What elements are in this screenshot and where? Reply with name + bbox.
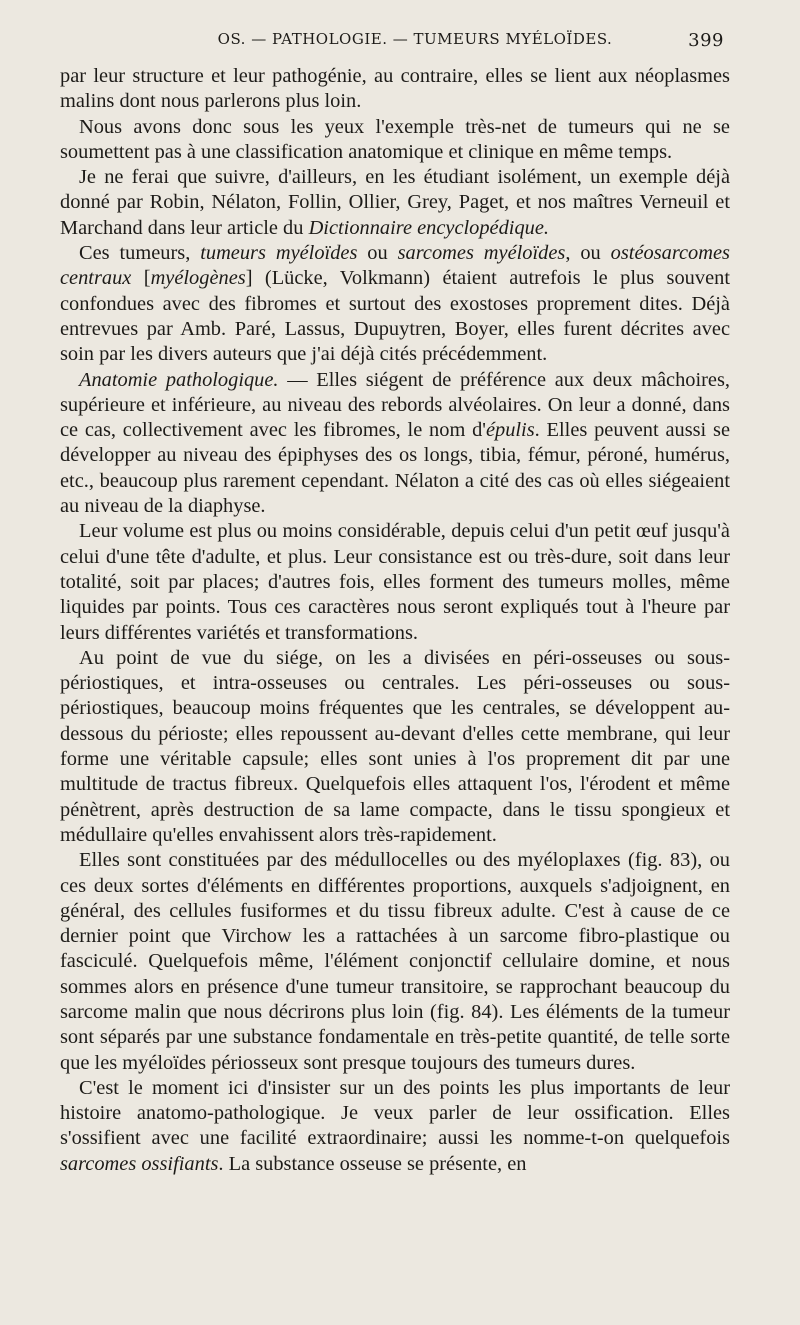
italic-text: épulis — [485, 419, 535, 442]
text-run: [ — [131, 267, 151, 290]
italic-text: ostéosarcomes centraux — [60, 242, 730, 290]
text-run: Au point de vue du siége, on les a divisées en péri-osseuses ou sous-périostiques, et intra-osseuses ou centrales. Les péri-osseuses ou sous-périostiques, beaucoup moins fréquentes que les centrales, se développent au-dessous du périoste; elles repoussent au-devant d'elles cette membrane, qui leur forme une véritable capsule; elles sont unies à l'os proprement dit par une multitude de tractus fibreux. Quelquefois elles attaquent l'os, l'érodent et même pénètrent, après destruction de sa lame compacte, dans le tissu spongieux et médullaire qu'elles envahissent alors très-rapidement. — [60, 646, 730, 846]
text-run: Ces tumeurs, — [79, 242, 201, 265]
paragraph — [60, 115, 730, 166]
text-run: , ou — [565, 242, 611, 265]
paragraph — [60, 519, 730, 645]
paragraph — [60, 241, 730, 367]
paragraph — [60, 368, 730, 520]
paragraph — [60, 64, 730, 115]
body-text — [60, 64, 730, 1177]
text-run: . La substance osseuse se présente, en — [218, 1152, 527, 1175]
paragraph — [60, 848, 730, 1076]
text-run: ] (Lücke, Volkmann) étaient autrefois le plus souvent confondues avec des fibromes et surtout des exostoses proprement dites. Déjà entrevues par Amb. Paré, Lassus, Dupuytren, Boyer, elles furent décrites avec soin par les divers auteurs que j'ai déjà cités précédemment. — [60, 267, 730, 366]
text-run: C'est le moment ici d'insister sur un des points les plus importants de leur histoire anatomo-pathologique. Je veux parler de leur ossification. Elles s'ossifient avec une facilité extraordinaire; aussi les nomme-t-on quelquefois — [60, 1076, 730, 1150]
text-run: — Elles siégent de préférence aux deux mâchoires, supérieure et inférieure, au niveau des rebords alvéolaires. On leur a donné, dans ce cas, collectivement avec les fibromes, le nom d' — [60, 368, 730, 442]
page-number: 399 — [688, 30, 724, 51]
italic-text: sarcomes ossifiants — [60, 1152, 219, 1175]
italic-text: Dictionnaire encyclopédique. — [308, 216, 550, 239]
italic-text: Anatomie pathologique. — [79, 368, 279, 391]
paragraph — [60, 165, 730, 241]
paragraph — [60, 646, 730, 848]
italic-text: tumeurs myéloïdes — [200, 242, 358, 265]
italic-text: myélogènes — [150, 267, 246, 290]
running-header — [60, 30, 730, 56]
text-run: . Elles peuvent aussi se développer au niveau des épiphyses des os longs, tibia, fémur, péroné, humérus, etc., beaucoup plus rarement cependant. Nélaton a cité des cas où elles siégeaient au niveau de la diaphyse. — [60, 419, 730, 518]
text-run: Leur volume est plus ou moins considérable, depuis celui d'un petit œuf jusqu'à celui d'une tête d'adulte, et plus. Leur consistance est ou très-dure, soit dans leur totalité, soit par places; d'autres fois, elles forment des tumeurs molles, même liquides par points. Tous ces caractères nous seront expliqués tout à l'heure par leurs différentes variétés et transformations. — [60, 520, 730, 644]
text-run: Nous avons donc sous les yeux l'exemple très-net de tumeurs qui ne se soumettent pas à une classification anatomique et clinique en même temps. — [60, 115, 730, 163]
text-run: Elles sont constituées par des médullocelles ou des myéloplaxes (fig. 83), ou ces deux sortes d'éléments en différentes proportions, auxquels s'adjoignent, en général, des cellules fusiformes et du tissu fibreux adulte. C'est à cause de ce dernier point que Virchow les a rattachées à un sarcome fibro-plastique ou fasciculé. Quelquefois même, l'élément conjonctif cellulaire domine, et nous sommes alors en présence d'une tumeur transitoire, se rapprochant beaucoup du sarcome malin que nous décrirons plus loin (fig. 84). Les éléments de la tumeur sont séparés par une substance fondamentale en très-petite quantité, de telle sorte que les myéloïdes périosseux sont presque toujours des tumeurs dures. — [60, 849, 730, 1074]
text-run: Je ne ferai que suivre, d'ailleurs, en les étudiant isolément, un exemple déjà donné par Robin, Nélaton, Follin, Ollier, Grey, Paget, et nos maîtres Verneuil et Marchand dans leur article du — [60, 166, 730, 239]
text-run: ou — [357, 242, 398, 265]
paragraph — [60, 1076, 730, 1177]
running-title: OS. — PATHOLOGIE. — TUMEURS MYÉLOÏDES. — [217, 30, 613, 48]
text-run: par leur structure et leur pathogénie, au contraire, elles se lient aux néoplasmes malins dont nous parlerons plus loin. — [60, 65, 730, 113]
italic-text: sarcomes myéloïdes — [397, 242, 566, 265]
